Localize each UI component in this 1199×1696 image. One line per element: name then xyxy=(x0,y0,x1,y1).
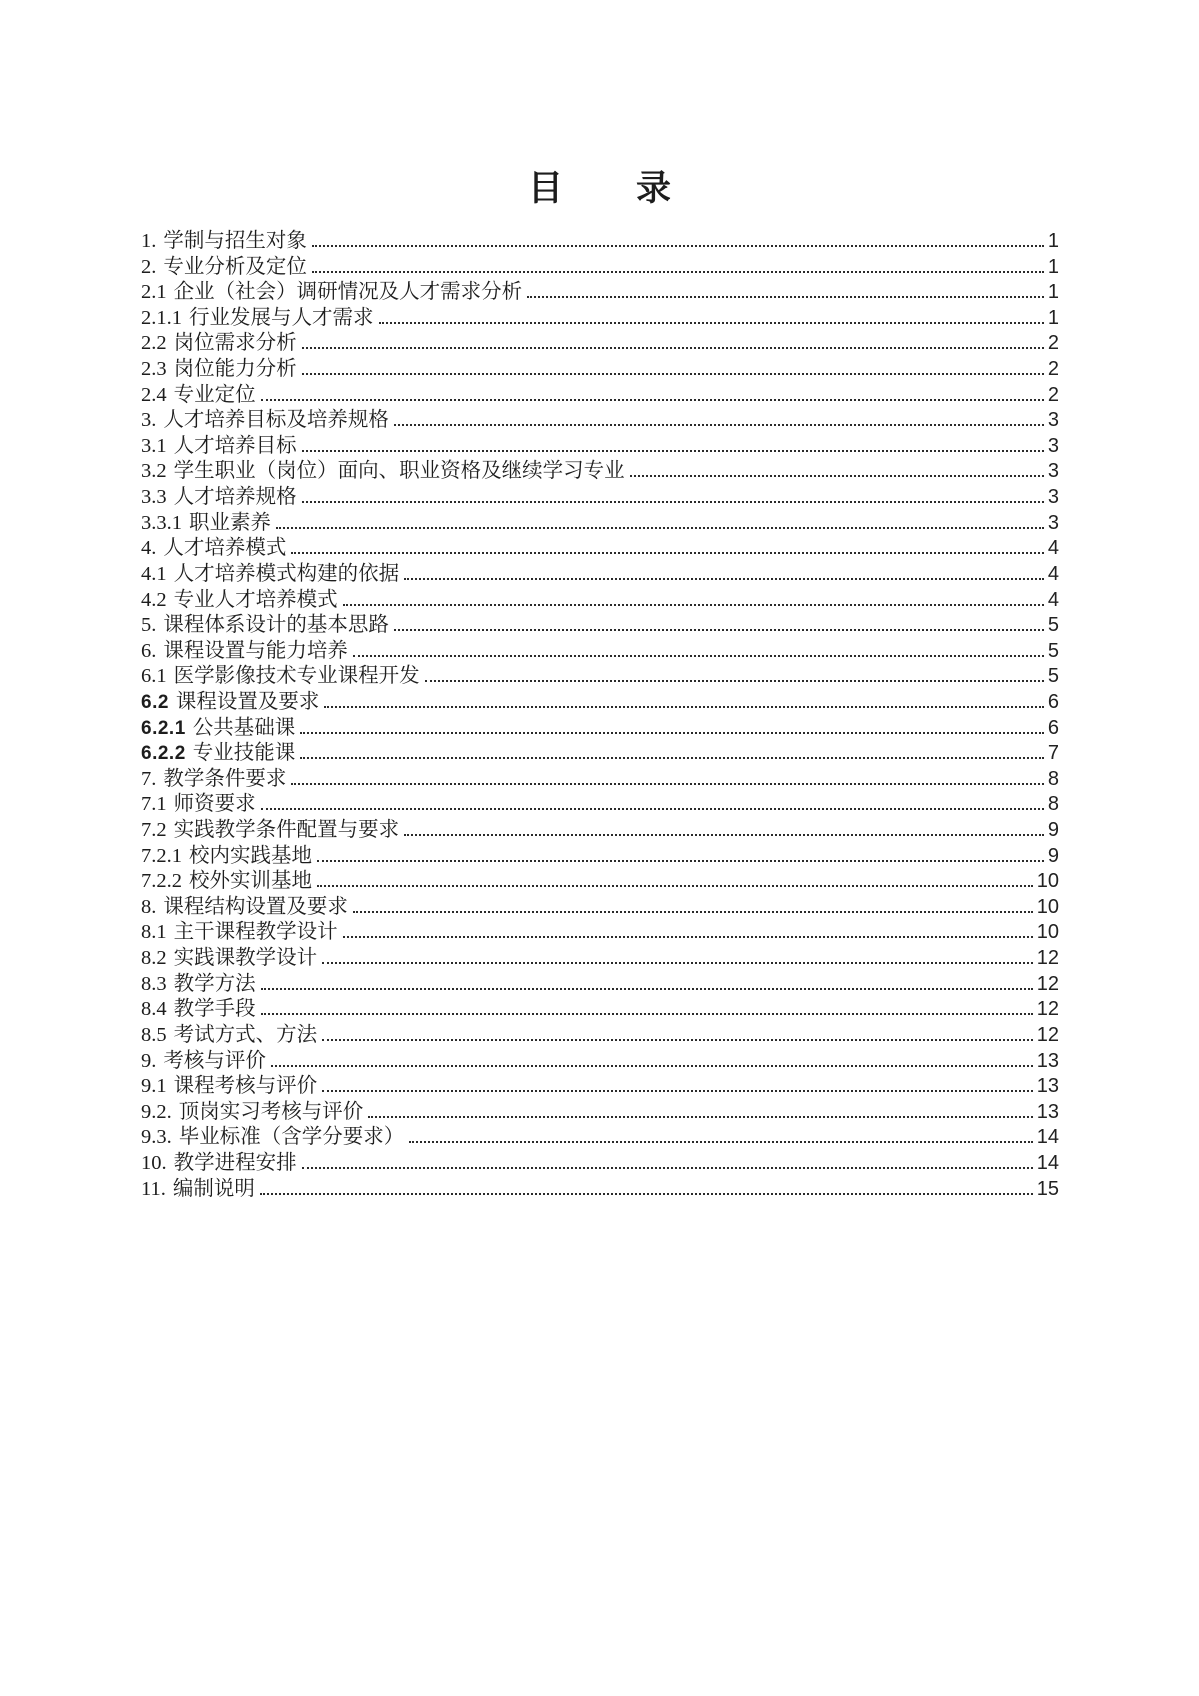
toc-row[interactable] xyxy=(141,607,1059,637)
toc-entry-number: 4.1 xyxy=(141,562,167,585)
toc-row[interactable] xyxy=(141,889,1059,918)
toc-row[interactable] xyxy=(141,1145,1059,1174)
toc-entry-title: 学生职业（岗位）面向、职业资格及继续学习专业 xyxy=(173,460,625,483)
toc-entry-title: 教学条件要求 xyxy=(163,767,287,790)
toc-entry-number: 6. xyxy=(141,639,157,662)
toc-entry-number: 6.2.1 xyxy=(141,717,186,739)
toc-leader-dots xyxy=(394,424,1044,426)
toc-page-number: 9 xyxy=(1047,819,1059,842)
toc-leader-dots xyxy=(343,604,1044,606)
toc-entry-number: 2.4 xyxy=(141,383,167,406)
toc-row[interactable] xyxy=(141,1017,1059,1046)
toc-leader-dots xyxy=(302,373,1044,375)
toc-entry-number: 11. xyxy=(141,1177,166,1200)
toc-row[interactable] xyxy=(141,582,1059,611)
toc-entry-title: 专业人才培养模式 xyxy=(173,588,338,611)
toc-entry-number: 10. xyxy=(141,1151,167,1174)
toc-entry-number: 7.2.1 xyxy=(141,844,182,867)
toc-entry-number: 8.3 xyxy=(141,972,167,995)
toc-row[interactable] xyxy=(141,914,1059,944)
toc-entry-title: 考试方式、方法 xyxy=(173,1023,318,1046)
toc-row[interactable] xyxy=(141,351,1059,381)
toc-row[interactable] xyxy=(141,658,1059,688)
toc-entry-title: 职业素养 xyxy=(189,511,271,534)
toc-leader-dots xyxy=(300,732,1044,734)
toc-entry-number: 7.2 xyxy=(141,819,167,842)
toc-entry-number: 7.2.2 xyxy=(141,870,182,893)
toc-entry-number: 9.1 xyxy=(141,1075,167,1098)
toc-entry-title: 课程结构设置及要求 xyxy=(163,895,348,918)
toc-row[interactable] xyxy=(141,1119,1059,1149)
toc-row[interactable] xyxy=(141,633,1059,662)
toc-entry-title: 师资要求 xyxy=(173,793,256,816)
toc-entry-title: 教学方法 xyxy=(173,972,256,995)
toc-page-number: 3 xyxy=(1047,486,1059,509)
toc-row[interactable] xyxy=(141,838,1059,867)
toc-page-number: 1 xyxy=(1047,255,1059,278)
toc-leader-dots xyxy=(317,885,1033,887)
toc-title: 目 录 xyxy=(527,169,672,208)
toc-leader-dots xyxy=(261,1013,1033,1015)
toc-leader-dots xyxy=(343,936,1033,938)
toc-page-number: 5 xyxy=(1047,665,1059,688)
toc-page-number: 10 xyxy=(1036,895,1059,918)
toc-entry-title: 岗位能力分析 xyxy=(173,358,297,381)
toc-leader-dots xyxy=(261,808,1044,810)
toc-entry-number: 2. xyxy=(141,255,157,278)
toc-leader-dots xyxy=(322,962,1033,964)
toc-entry-number: 4. xyxy=(141,537,157,560)
toc-page-number: 10 xyxy=(1036,870,1059,893)
toc-entry-number: 7.1 xyxy=(141,793,167,816)
toc-entry-number: 6.2.2 xyxy=(141,743,186,765)
toc-entry-title: 专业定位 xyxy=(173,383,256,406)
toc-leader-dots xyxy=(322,1090,1033,1092)
toc-leader-dots xyxy=(291,552,1044,554)
toc-entry-title: 课程考核与评价 xyxy=(173,1075,318,1098)
toc-entry-title: 人才培养目标 xyxy=(173,434,297,457)
toc-page-number: 9 xyxy=(1047,844,1059,867)
toc-row[interactable] xyxy=(141,735,1059,765)
toc-entry-title: 人才培养规格 xyxy=(173,486,297,509)
toc-entry-title: 课程体系设计的基本思路 xyxy=(163,614,389,637)
toc-leader-dots xyxy=(302,450,1044,452)
toc-page-number: 10 xyxy=(1036,921,1059,944)
toc-page-number: 4 xyxy=(1047,588,1059,611)
toc-page-number: 15 xyxy=(1036,1177,1059,1200)
toc-leader-dots xyxy=(276,527,1044,529)
toc-page-number: 3 xyxy=(1047,434,1059,457)
toc-page-number: 14 xyxy=(1036,1151,1059,1174)
toc-entry-number: 8.5 xyxy=(141,1023,167,1046)
toc-entry-number: 8.4 xyxy=(141,998,167,1021)
toc-leader-dots xyxy=(271,1065,1033,1067)
toc-page-number: 1 xyxy=(1047,230,1059,252)
toc-entry-number: 8. xyxy=(141,895,157,918)
toc-leader-dots xyxy=(368,1116,1033,1118)
toc-list xyxy=(141,223,1059,1200)
toc-entry-title: 医学影像技术专业课程开发 xyxy=(173,665,420,688)
toc-leader-dots xyxy=(312,245,1044,247)
toc-leader-dots xyxy=(527,296,1044,298)
toc-entry-number: 5. xyxy=(141,614,157,637)
toc-entry-title: 校内实践基地 xyxy=(189,844,312,867)
toc-leader-dots xyxy=(409,1141,1033,1143)
toc-page-number: 3 xyxy=(1047,409,1059,432)
toc-page-number: 7 xyxy=(1047,742,1059,765)
toc-leader-dots xyxy=(324,706,1043,708)
toc-page-number: 4 xyxy=(1047,562,1059,585)
toc-leader-dots xyxy=(353,655,1044,657)
toc-row[interactable] xyxy=(141,684,1059,713)
toc-entry-number: 3.3.1 xyxy=(141,511,182,534)
toc-leader-dots xyxy=(404,834,1044,836)
toc-entry-number: 3. xyxy=(141,409,157,432)
toc-entry-title: 专业分析及定位 xyxy=(163,255,307,278)
toc-entry-title: 考核与评价 xyxy=(163,1049,266,1072)
toc-entry-title: 企业（社会）调研情况及人才需求分析 xyxy=(173,281,523,304)
toc-page-number: 13 xyxy=(1036,1075,1059,1098)
toc-page-number: 8 xyxy=(1047,793,1059,816)
toc-leader-dots xyxy=(630,475,1044,477)
toc-page-number: 12 xyxy=(1036,972,1059,995)
toc-entry-number: 2.3 xyxy=(141,358,167,381)
toc-entry-number: 8.2 xyxy=(141,947,167,970)
toc-entry-number: 2.1.1 xyxy=(141,306,182,329)
toc-entry-title: 主干课程教学设计 xyxy=(173,921,338,944)
toc-entry-number: 8.1 xyxy=(141,921,167,944)
toc-page-number: 4 xyxy=(1047,537,1059,560)
toc-page-number: 14 xyxy=(1036,1126,1059,1149)
toc-leader-dots xyxy=(302,1167,1033,1169)
toc-entry-number: 3.3 xyxy=(141,486,167,509)
toc-row[interactable] xyxy=(141,453,1059,483)
toc-entry-title: 人才培养模式 xyxy=(163,537,287,560)
toc-entry-number: 9. xyxy=(141,1049,157,1072)
toc-leader-dots xyxy=(322,1039,1033,1041)
toc-entry-title: 公共基础课 xyxy=(192,716,296,739)
toc-row[interactable] xyxy=(141,223,1059,252)
toc-row[interactable] xyxy=(141,812,1059,842)
toc-leader-dots xyxy=(291,783,1044,785)
toc-page-number: 1 xyxy=(1047,306,1059,329)
toc-page-number: 1 xyxy=(1047,281,1059,304)
toc-entry-number: 9.2. xyxy=(141,1100,172,1123)
toc-entry-title: 编制说明 xyxy=(172,1177,255,1200)
toc-page-number: 2 xyxy=(1047,383,1059,406)
toc-page-number: 8 xyxy=(1047,767,1059,790)
toc-leader-dots xyxy=(261,988,1033,990)
toc-entry-title: 教学进程安排 xyxy=(173,1151,297,1174)
toc-entry-number: 3.2 xyxy=(141,460,167,483)
toc-page-number: 2 xyxy=(1047,332,1059,355)
toc-entry-number: 2.2 xyxy=(141,332,167,355)
toc-leader-dots xyxy=(260,1193,1033,1195)
toc-leader-dots xyxy=(300,757,1044,759)
toc-entry-number: 3.1 xyxy=(141,434,167,457)
toc-entry-title: 实践教学条件配置与要求 xyxy=(173,819,400,842)
toc-page-number: 12 xyxy=(1036,947,1059,970)
toc-entry-number: 1. xyxy=(141,230,157,252)
toc-entry-title: 行业发展与人才需求 xyxy=(189,306,374,329)
toc-leader-dots xyxy=(394,629,1044,631)
toc-row[interactable] xyxy=(141,249,1059,278)
toc-page-number: 12 xyxy=(1036,1023,1059,1046)
toc-entry-number: 6.2 xyxy=(141,691,169,713)
toc-row[interactable] xyxy=(141,710,1059,739)
toc-entry-title: 实践课教学设计 xyxy=(173,947,318,970)
toc-leader-dots xyxy=(379,322,1044,324)
toc-leader-dots xyxy=(317,860,1044,862)
toc-page-number: 13 xyxy=(1036,1049,1059,1072)
toc-row[interactable] xyxy=(141,863,1059,893)
toc-row[interactable] xyxy=(141,556,1059,585)
toc-row[interactable] xyxy=(141,940,1059,970)
toc-row[interactable] xyxy=(141,991,1059,1021)
toc-row[interactable] xyxy=(141,761,1059,790)
toc-row[interactable] xyxy=(141,1094,1059,1123)
toc-leader-dots xyxy=(353,911,1033,913)
toc-entry-title: 校外实训基地 xyxy=(189,870,312,893)
toc-row[interactable] xyxy=(141,300,1059,329)
toc-row[interactable] xyxy=(141,402,1059,432)
toc-row[interactable] xyxy=(141,1068,1059,1098)
toc-entry-number: 9.3. xyxy=(141,1126,172,1149)
toc-page-number: 5 xyxy=(1047,614,1059,637)
toc-page-number: 13 xyxy=(1036,1100,1059,1123)
toc-page-number: 3 xyxy=(1047,460,1059,483)
toc-entry-number: 2.1 xyxy=(141,281,167,304)
toc-entry-title: 岗位需求分析 xyxy=(173,332,297,355)
toc-row[interactable] xyxy=(141,428,1059,457)
toc-leader-dots xyxy=(261,399,1044,401)
toc-entry-number: 7. xyxy=(141,767,157,790)
toc-entry-number: 6.1 xyxy=(141,665,167,688)
toc-leader-dots xyxy=(302,347,1044,349)
toc-row[interactable] xyxy=(141,530,1059,560)
toc-leader-dots xyxy=(302,501,1044,503)
toc-entry-title: 专业技能课 xyxy=(192,742,296,765)
toc-entry-title: 教学手段 xyxy=(173,998,256,1021)
toc-entry-title: 课程设置及要求 xyxy=(175,690,320,713)
toc-page-number: 2 xyxy=(1047,358,1059,381)
toc-row[interactable] xyxy=(141,325,1059,355)
toc-leader-dots xyxy=(312,271,1044,273)
toc-entry-title: 学制与招生对象 xyxy=(163,230,307,252)
toc-entry-title: 顶岗实习考核与评价 xyxy=(178,1100,364,1123)
toc-entry-title: 人才培养模式构建的依据 xyxy=(173,562,400,585)
toc-entry-title: 人才培养目标及培养规格 xyxy=(163,409,389,432)
toc-page-number: 6 xyxy=(1047,690,1059,713)
toc-row[interactable] xyxy=(141,274,1059,304)
toc-page-number: 3 xyxy=(1047,511,1059,534)
toc-page-number: 12 xyxy=(1036,998,1059,1021)
toc-entry-title: 毕业标准（含学分要求） xyxy=(178,1126,405,1149)
toc-entry-number: 4.2 xyxy=(141,588,167,611)
toc-page-number: 5 xyxy=(1047,639,1059,662)
toc-leader-dots xyxy=(425,680,1044,682)
toc-entry-title: 课程设置与能力培养 xyxy=(163,639,348,662)
toc-leader-dots xyxy=(404,578,1044,580)
toc-page-number: 6 xyxy=(1047,716,1059,739)
